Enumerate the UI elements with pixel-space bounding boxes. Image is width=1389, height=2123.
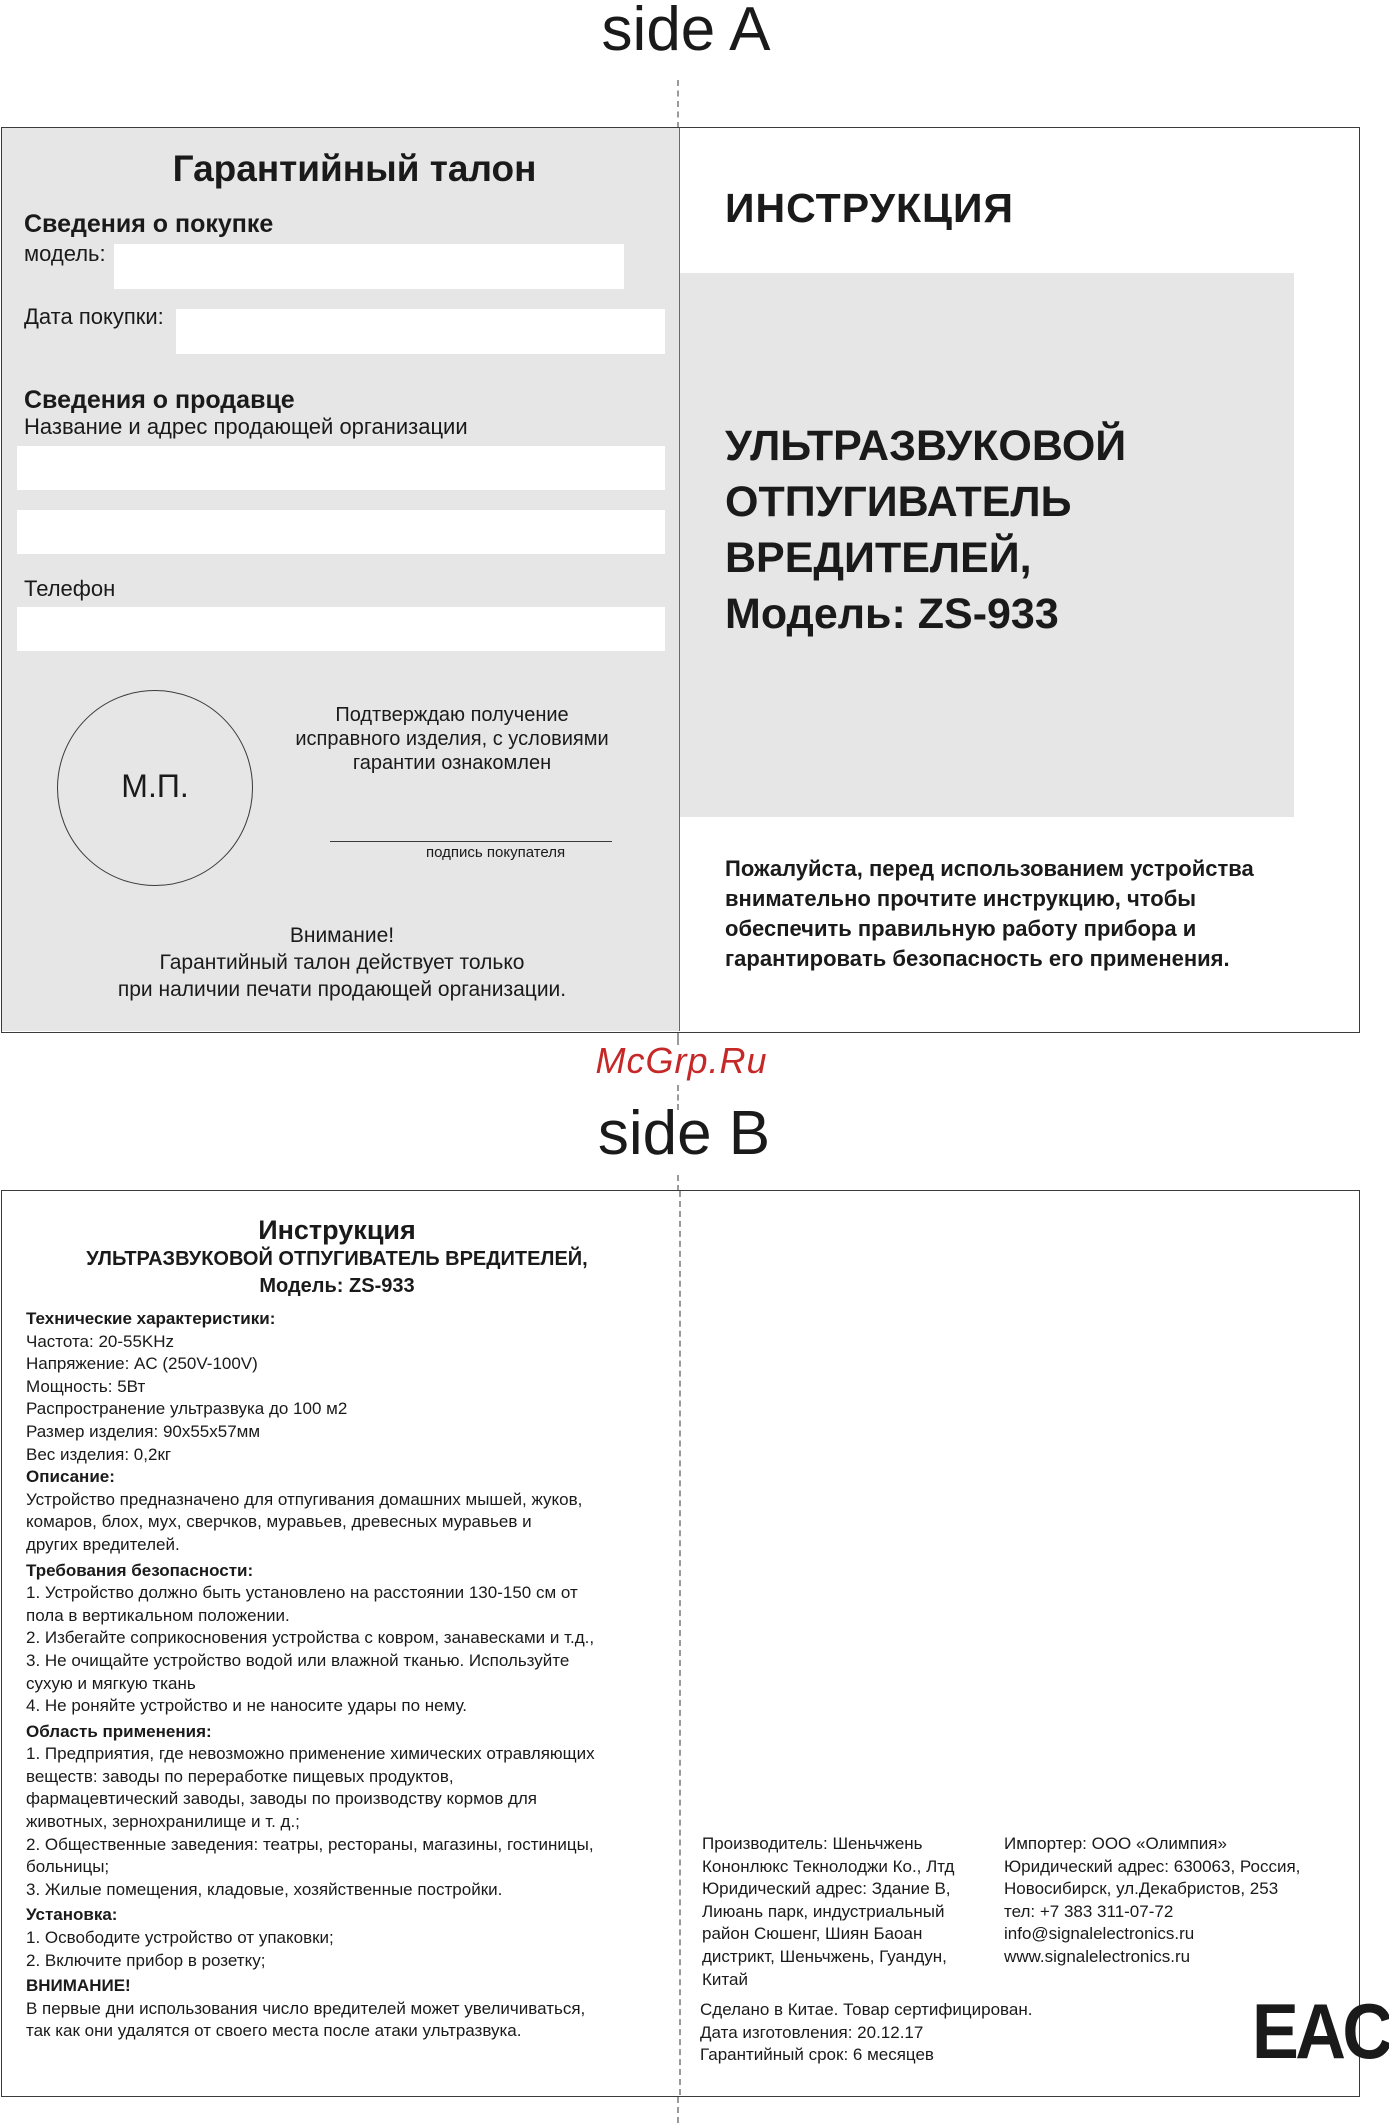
spec-line: Вес изделия: 0,2кг — [26, 1444, 172, 1464]
date-field[interactable] — [176, 309, 665, 354]
confirm-text — [262, 703, 642, 775]
signature-line[interactable] — [330, 841, 612, 842]
side-a-panel — [1, 127, 1360, 1033]
importer-line: info@signalelectronics.ru — [1004, 1924, 1195, 1944]
manual-title: Инструкция — [258, 1215, 416, 1245]
importer-line: тел: +7 383 311-07-72 — [1004, 1901, 1174, 1921]
safety-line: 4. Не роняйте устройство и не наносите удары по нему. — [26, 1696, 468, 1716]
attention-line: при наличии печати продающей организации. — [117, 978, 567, 1001]
safety-line: 1. Устройство должно быть установлено на расстоянии 130-150 см от — [26, 1583, 578, 1603]
notice-line: обеспечить правильную работу прибора и — [725, 916, 1197, 941]
importer-line: Импортер: ООО «Олимпия» — [1004, 1834, 1227, 1853]
product-line: ОТПУГИВАТЕЛЬ — [725, 478, 1072, 526]
manual-subtitle: УЛЬТРАЗВУКОВОЙ ОТПУГИВАТЕЛЬ ВРЕДИТЕЛЕЙ, — [86, 1248, 588, 1270]
scope-line: 2. Общественные заведения: театры, рестораны, магазины, гостиницы, — [26, 1834, 594, 1854]
desc-line: Устройство предназначено для отпугивания домашних мышей, жуков, — [26, 1489, 583, 1509]
confirm-line: гарантии ознакомлен — [352, 752, 552, 774]
date-label: Дата покупки: — [24, 304, 164, 329]
spec-line: Мощность: 5Вт — [26, 1376, 146, 1396]
spec-line: Распространение ультразвука до 100 м2 — [26, 1399, 348, 1419]
spec-line: Частота: 20-55KHz — [26, 1331, 175, 1351]
manual-body — [26, 1308, 595, 2043]
spec-line: Размер изделия: 90x55x57мм — [26, 1421, 261, 1441]
importer-line: Новосибирск, ул.Декабристов, 253 — [1004, 1879, 1279, 1899]
manufacturer-line: Лиюань парк, индустриальный — [702, 1901, 945, 1921]
install-line: 1. Освободите устройство от упаковки; — [26, 1928, 334, 1948]
manufacturer-line: Юридический адрес: Здание В, — [702, 1879, 951, 1899]
attention-line: Внимание! — [289, 924, 395, 947]
notice-line: Пожалуйста, перед использованием устройства — [725, 856, 1254, 881]
fold-line-top — [677, 80, 679, 128]
desc-line: комаров, блох, мух, сверчков, муравьев, древесных муравьев и — [26, 1512, 532, 1532]
install-line: 2. Включите прибор в розетку; — [26, 1950, 266, 1970]
side-a-label: side A — [601, 0, 771, 64]
purchase-heading: Сведения о покупке — [24, 210, 274, 238]
product-line: ВРЕДИТЕЛЕЙ, — [725, 534, 1032, 582]
scope-heading: Область применения: — [26, 1721, 212, 1741]
cert-line: Дата изготовления: 20.12.17 — [700, 2022, 924, 2042]
cover-heading: ИНСТРУКЦИЯ — [725, 185, 1014, 231]
manufacturer-line: Производитель: Шеньчжень — [702, 1834, 923, 1853]
confirm-line: Подтверждаю получение — [335, 704, 569, 726]
seller-name-label: Название и адрес продающей организации — [24, 414, 468, 439]
watermark-text: McGrp.Ru — [595, 1040, 768, 1081]
seller-field-2[interactable] — [17, 510, 665, 554]
specs-heading: Технические характеристики: — [26, 1309, 276, 1328]
attention-line: Гарантийный талон действует только — [159, 951, 525, 974]
cert-line: Гарантийный срок: 6 месяцев — [700, 2045, 934, 2065]
eac-mark: EAC — [1252, 1987, 1389, 2075]
notice-line: гарантировать безопасность его применения. — [725, 946, 1230, 971]
side-b-panel — [1, 1190, 1389, 2097]
fold-line-mid-1 — [677, 1033, 679, 1045]
confirm-line: исправного изделия, с условиями — [295, 728, 609, 750]
cert-line: Сделано в Китае. Товар сертифицирован. — [700, 2000, 1033, 2019]
scope-line: животных, зернохранилище и т. д.; — [26, 1812, 300, 1832]
manufacturer-block — [702, 1833, 954, 1991]
certification-block — [700, 1999, 1032, 2067]
manufacturer-line: дистрикт, Шеньчжень, Гуандун, — [702, 1946, 947, 1966]
model-label: модель: — [24, 241, 106, 266]
phone-field[interactable] — [17, 607, 665, 651]
importer-block — [1004, 1833, 1300, 1969]
manufacturer-line: Кононлюкс Текнолоджи Ко., Лтд — [702, 1856, 955, 1876]
scope-line: больницы; — [26, 1857, 110, 1877]
scope-line: 1. Предприятия, где невозможно применение химических отравляющих — [26, 1744, 595, 1764]
warranty-title: Гарантийный талон — [172, 148, 537, 189]
safety-line: 3. Не очищайте устройство водой или влажной тканью. Используйте — [26, 1650, 570, 1670]
install-heading: Установка: — [26, 1905, 118, 1925]
product-line: УЛЬТРАЗВУКОВОЙ — [725, 422, 1127, 470]
fold-line-bottom — [677, 2097, 679, 2123]
manufacturer-line: Китай — [702, 1969, 748, 1989]
manual-model: Модель: ZS-933 — [259, 1275, 415, 1297]
side-b-label: side B — [597, 1099, 771, 1168]
warning-heading: ВНИМАНИЕ! — [26, 1976, 131, 1996]
notice-line: внимательно прочтите инструкцию, чтобы — [725, 886, 1197, 911]
warning-line: так как они удалятся от своего места после атаки ультразвука. — [26, 2021, 522, 2041]
importer-line: Юридический адрес: 630063, Россия, — [1004, 1856, 1301, 1876]
panel-fold-line — [679, 1191, 681, 2095]
desc-heading: Описание: — [26, 1467, 115, 1487]
importer-line: www.signalelectronics.ru — [1004, 1946, 1191, 1966]
safety-heading: Требования безопасности: — [26, 1560, 254, 1580]
attention-text — [62, 922, 622, 1003]
scope-line: веществ: заводы по переработке пищевых продуктов, — [26, 1766, 454, 1786]
desc-line: других вредителей. — [26, 1534, 180, 1554]
warning-line: В первые дни использования число вредителей может увеличиваться, — [26, 1998, 586, 2018]
scope-line: 3. Жилые помещения, кладовые, хозяйственные постройки. — [26, 1879, 503, 1899]
model-field[interactable] — [114, 244, 624, 289]
manufacturer-line: район Сюшенг, Шиян Баоан — [702, 1924, 923, 1944]
phone-label: Телефон — [24, 576, 116, 601]
safety-line: пола в вертикальном положении. — [26, 1605, 290, 1625]
safety-line: 2. Избегайте соприкосновения устройства с ковром, занавесками и т.д., — [26, 1628, 595, 1648]
safety-line: сухую и мягкую ткань — [26, 1673, 196, 1693]
stamp-label: М.П. — [121, 768, 189, 804]
cover-notice — [725, 854, 1254, 974]
spec-line: Напряжение: AC (250V-100V) — [26, 1354, 258, 1374]
product-line: Модель: ZS-933 — [725, 590, 1059, 638]
seller-field-1[interactable] — [17, 446, 665, 490]
product-title — [725, 418, 1126, 642]
seller-heading: Сведения о продавце — [24, 386, 295, 414]
scope-line: фармацевтический заводы, заводы по производству кормов для — [26, 1789, 538, 1809]
signature-label: подпись покупателя — [426, 844, 566, 861]
fold-line-mid-3 — [677, 1175, 679, 1191]
